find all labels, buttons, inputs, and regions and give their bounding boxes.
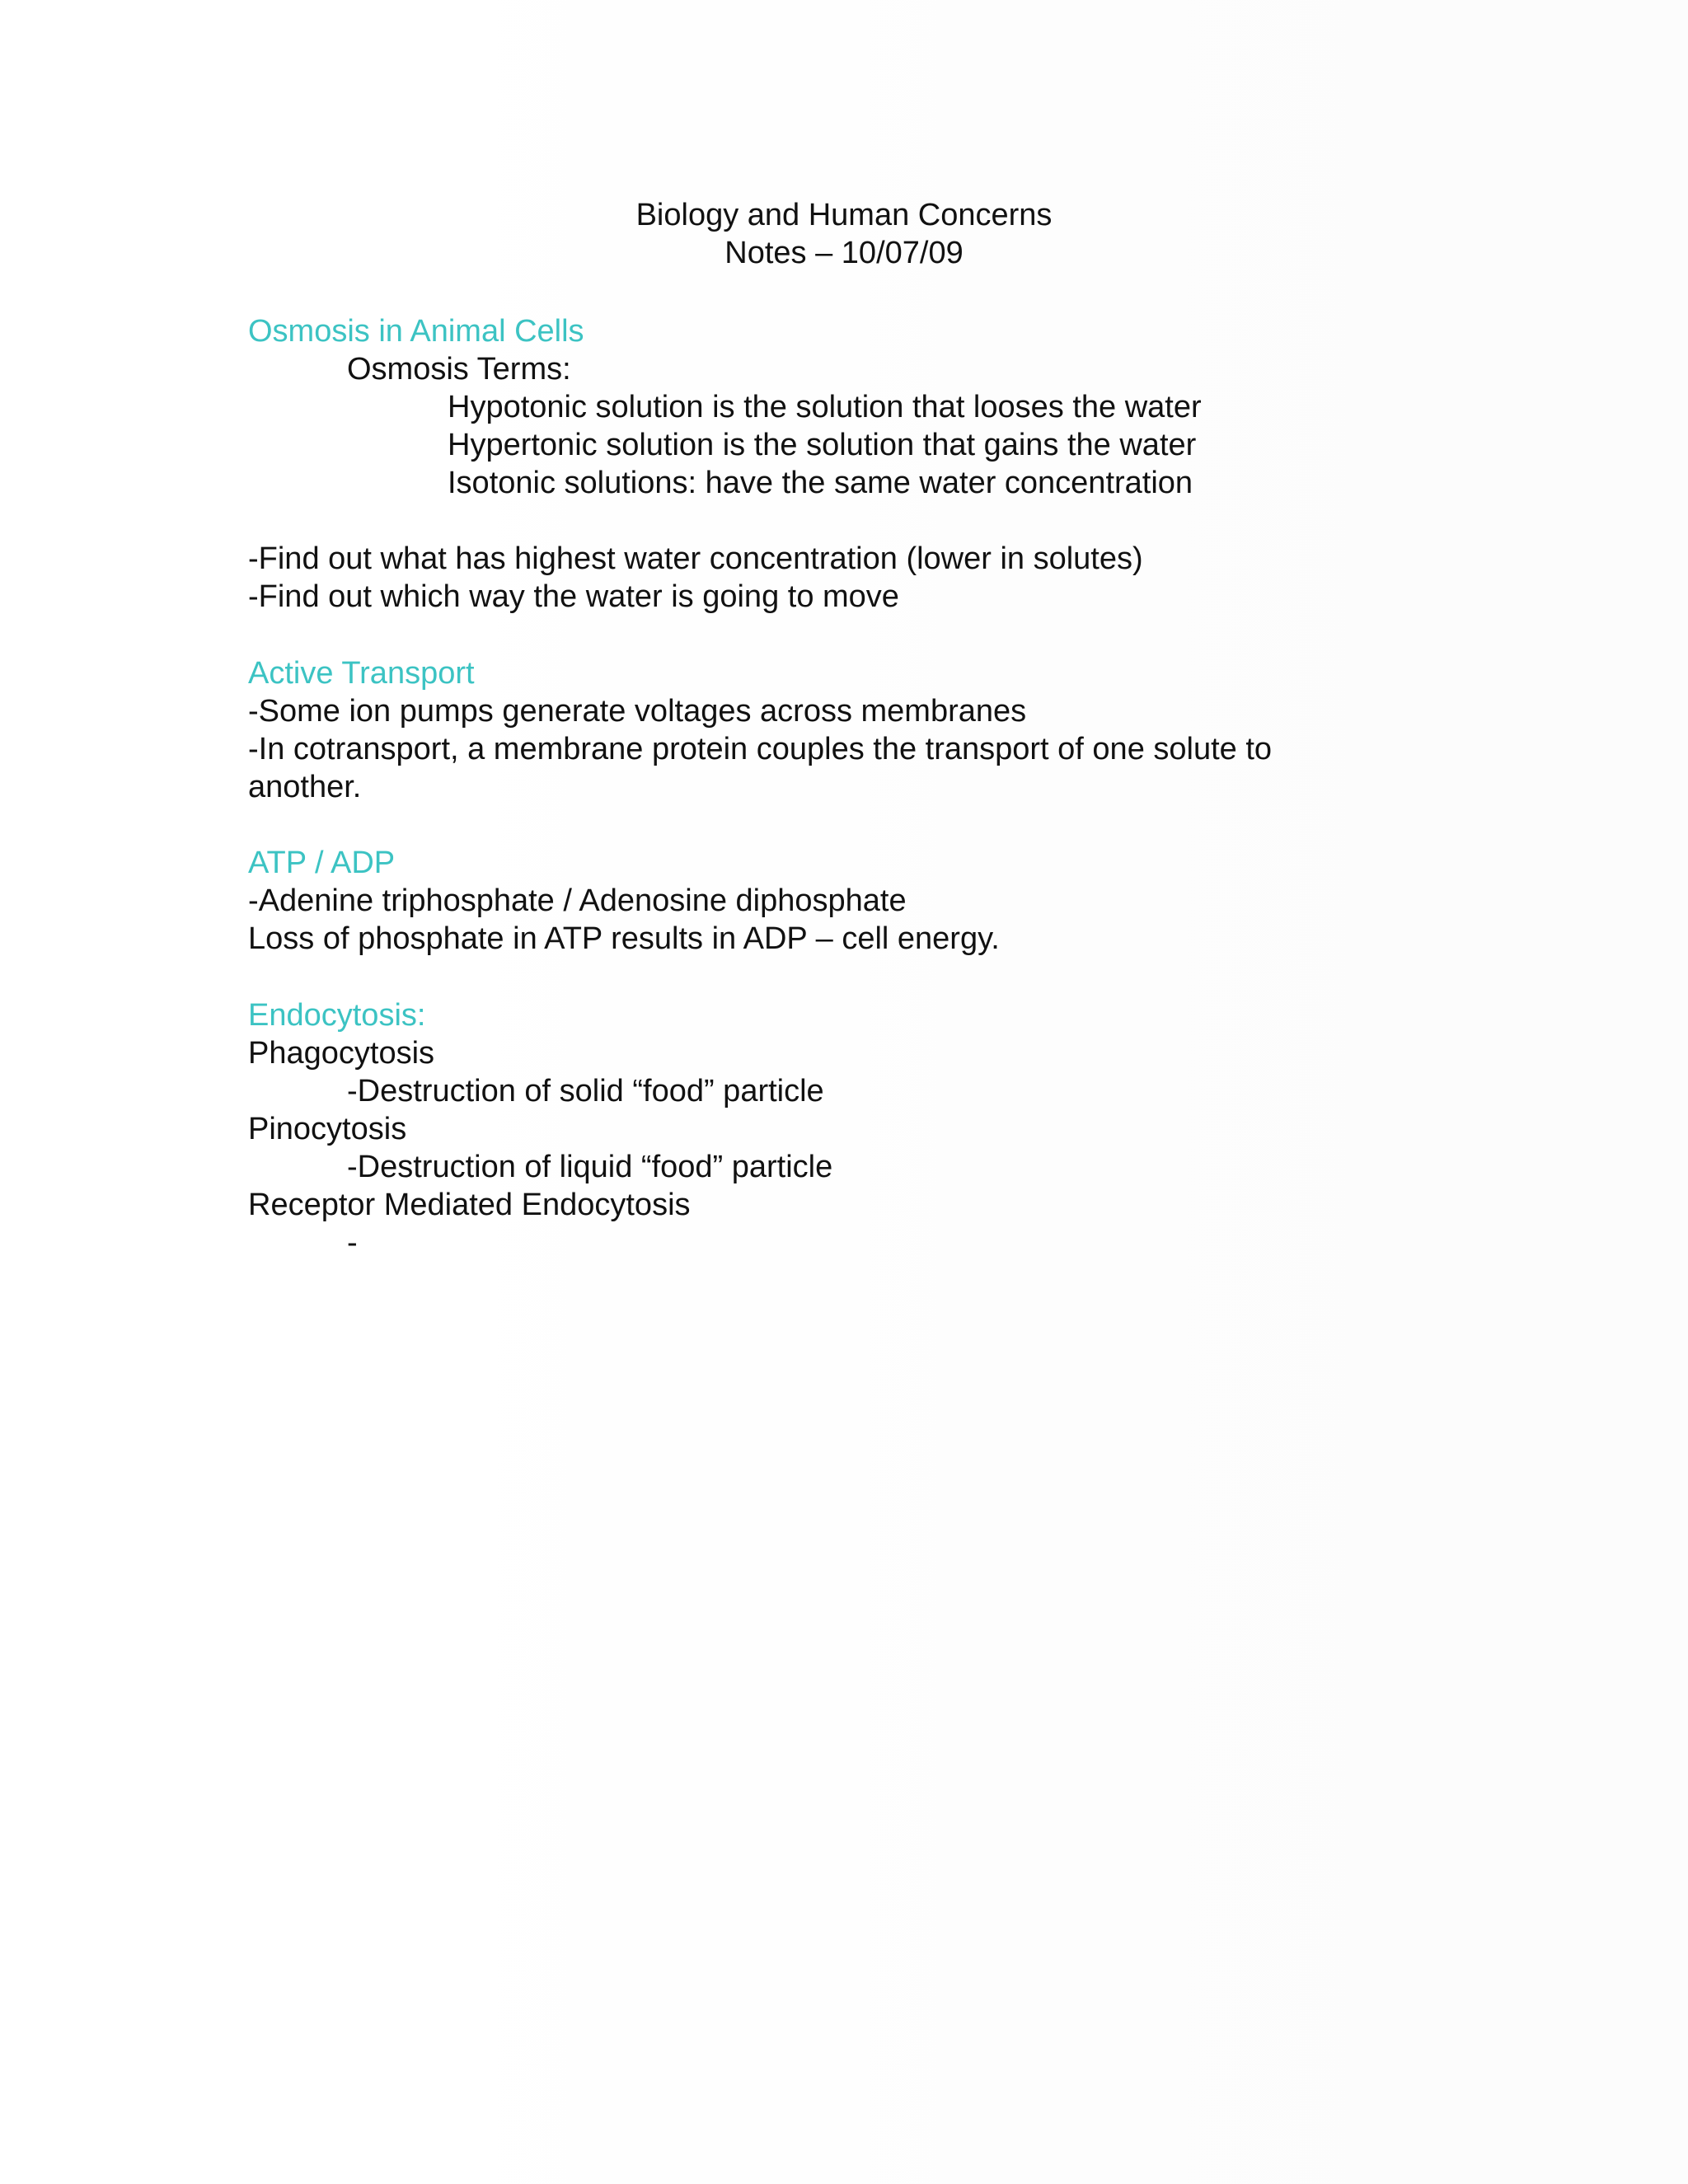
section-heading-active-transport: Active Transport [248, 656, 475, 691]
section-heading-atp-adp: ATP / ADP [248, 846, 396, 880]
endocytosis-term-receptor-mediated: Receptor Mediated Endocytosis [248, 1188, 691, 1222]
atp-line: Loss of phosphate in ATP results in ADP – cell energy. [248, 921, 1000, 956]
section-heading-endocytosis: Endocytosis: [248, 998, 426, 1033]
endocytosis-term-pinocytosis: Pinocytosis [248, 1112, 407, 1146]
endocytosis-detail-phagocytosis: -Destruction of solid “food” particle [347, 1074, 824, 1108]
osmosis-terms-label: Osmosis Terms: [347, 352, 571, 387]
document-title: Biology and Human Concerns [635, 198, 1053, 232]
endocytosis-detail-receptor-mediated: - [347, 1226, 358, 1260]
endocytosis-term-phagocytosis: Phagocytosis [248, 1036, 435, 1071]
osmosis-term-hypertonic: Hypertonic solution is the solution that gains the water [448, 428, 1197, 462]
osmosis-note: -Find out which way the water is going to move [248, 579, 899, 614]
osmosis-note: -Find out what has highest water concentration (lower in solutes) [248, 541, 1143, 576]
osmosis-term-hypotonic: Hypotonic solution is the solution that looses the water [448, 390, 1202, 424]
atp-line: -Adenine triphosphate / Adenosine diphosphate [248, 883, 907, 918]
active-transport-line: another. [248, 770, 362, 804]
endocytosis-detail-pinocytosis: -Destruction of liquid “food” particle [347, 1150, 833, 1184]
document-header [0, 196, 1688, 272]
osmosis-term-isotonic: Isotonic solutions: have the same water concentration [448, 466, 1193, 500]
active-transport-line: -Some ion pumps generate voltages across membranes [248, 694, 1027, 729]
active-transport-line: -In cotransport, a membrane protein couples the transport of one solute to [248, 732, 1273, 766]
document-subtitle: Notes – 10/07/09 [724, 236, 964, 270]
section-heading-osmosis: Osmosis in Animal Cells [248, 314, 584, 349]
